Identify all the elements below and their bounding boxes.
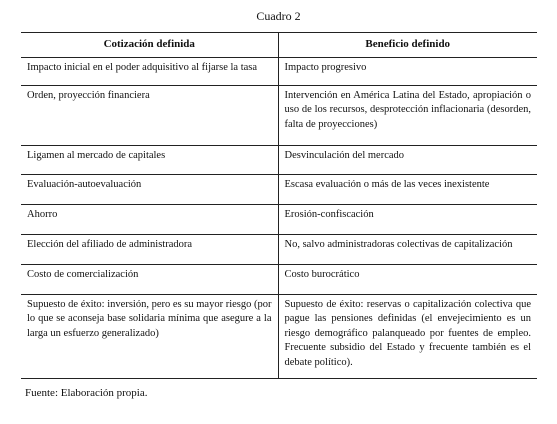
table-row (21, 234, 537, 264)
cell-cotizacion-definida: Evaluación-autoevaluación (21, 174, 278, 204)
table-row (21, 264, 537, 294)
cell-beneficio-definido: Desvinculación del mercado (278, 145, 537, 174)
cell-beneficio-definido: Intervención en América Latina del Estado, apropiación o uso de los recursos, desprotección inflacionaria (desorden, falta de proyecciones) (278, 85, 537, 145)
source-note: Fuente: Elaboración propia. (25, 387, 148, 399)
cell-cotizacion-definida: Supuesto de éxito: inversión, pero es su mayor riesgo (por lo que se aconseja base solidaria mínima que asegure a la larga un esfuerzo generalizado) (21, 294, 278, 378)
table-row (21, 57, 537, 85)
cell-beneficio-definido: Erosión-confiscación (278, 204, 537, 234)
table-header-row (21, 33, 537, 58)
table-row (21, 85, 537, 145)
cell-beneficio-definido: Costo burocrático (278, 264, 537, 294)
column-header-cotizacion-definida: Cotización definida (21, 33, 278, 58)
table-caption: Cuadro 2 (256, 9, 301, 23)
table-row (21, 294, 537, 378)
comparison-table (21, 32, 537, 379)
cell-cotizacion-definida: Orden, proyección financiera (21, 85, 278, 145)
table-row (21, 204, 537, 234)
cell-cotizacion-definida: Ahorro (21, 204, 278, 234)
table-row (21, 174, 537, 204)
table-row (21, 145, 537, 174)
cell-cotizacion-definida: Costo de comercialización (21, 264, 278, 294)
cell-cotizacion-definida: Impacto inicial en el poder adquisitivo al fijarse la tasa (21, 57, 278, 85)
column-header-beneficio-definido: Beneficio definido (278, 33, 537, 58)
cell-beneficio-definido: No, salvo administradoras colectivas de capitalización (278, 234, 537, 264)
cell-cotizacion-definida: Ligamen al mercado de capitales (21, 145, 278, 174)
cell-beneficio-definido: Supuesto de éxito: reservas o capitalización colectiva que pague las pensiones definidas (el envejecimiento es un riesgo demográfico palanqueado por fuentes de empleo. Frecuente subsidio del Estado y frecuente también es el debate político). (278, 294, 537, 378)
cell-cotizacion-definida: Elección del afiliado de administradora (21, 234, 278, 264)
cell-beneficio-definido: Impacto progresivo (278, 57, 537, 85)
cell-beneficio-definido: Escasa evaluación o más de las veces inexistente (278, 174, 537, 204)
